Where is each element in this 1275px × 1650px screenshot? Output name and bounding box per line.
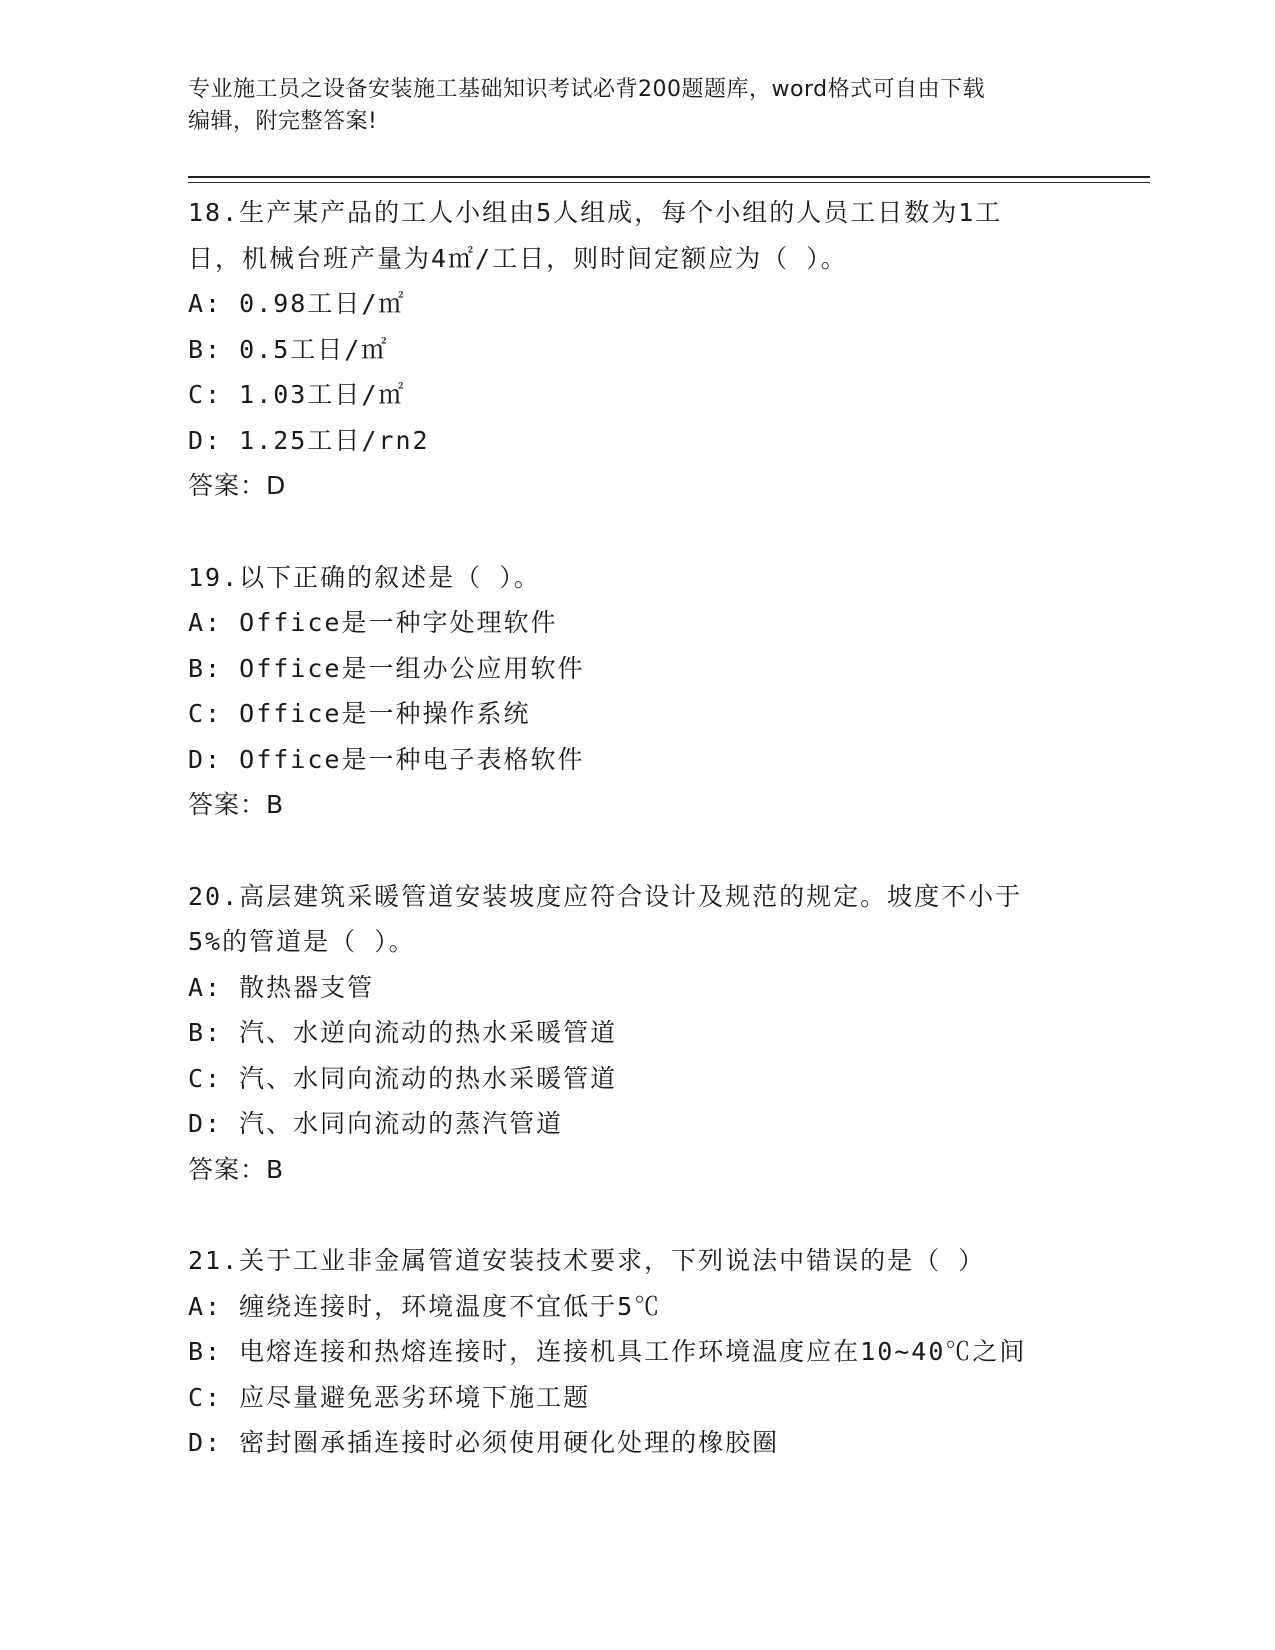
question-stem: 19.以下正确的叙述是（ ）。 (188, 562, 541, 592)
question-stem: 20.高层建筑采暖管道安装坡度应符合设计及规范的规定。坡度不小于 (188, 881, 1023, 911)
option-b: B: 电熔连接和热熔连接时，连接机具工作环境温度应在10~40℃之间 (188, 1337, 1027, 1366)
header-divider-thick (188, 176, 1150, 178)
option-c: C: 应尽量避免恶劣环境下施工题 (188, 1382, 591, 1412)
answer-line: 答案：B (188, 1154, 285, 1184)
question-stem-continued: 日，机械台班产量为4㎡/工日，则时间定额应为（ ）。 (188, 243, 848, 273)
question-stem: 21.关于工业非金属管道安装技术要求，下列说法中错误的是（ ） (188, 1246, 986, 1275)
question-20 (188, 874, 1088, 1193)
question-list (188, 190, 1088, 1512)
question-21 (188, 1238, 1088, 1466)
answer-line: 答案：D (188, 471, 287, 500)
option-a: A: Office是一种字处理软件 (188, 608, 558, 637)
option-c: C: 汽、水同向流动的热水采暖管道 (188, 1063, 618, 1093)
option-c: C: Office是一种操作系统 (188, 699, 531, 728)
question-stem: 18.生产某产品的工人小组由5人组成，每个小组的人员工日数为1工 (188, 198, 1003, 227)
option-a: A: 缠绕连接时，环境温度不宜低于5℃ (188, 1291, 662, 1321)
document-header (188, 74, 1068, 138)
option-d: D: 1.25工日/rn2 (188, 425, 430, 455)
question-19 (188, 555, 1088, 828)
option-b: B: Office是一组办公应用软件 (188, 653, 585, 683)
question-18 (188, 190, 1088, 509)
option-d: D: 汽、水同向流动的蒸汽管道 (188, 1109, 564, 1138)
question-stem-continued: 5%的管道是（ ）。 (188, 927, 416, 956)
header-title-line-2: 编辑，附完整答案! (188, 109, 378, 134)
option-c: C: 1.03工日/㎡ (188, 380, 406, 409)
option-a: A: 0.98工日/㎡ (188, 289, 406, 318)
option-d: D: Office是一种电子表格软件 (188, 744, 585, 774)
header-divider-thin (188, 182, 1150, 183)
answer-line: 答案：B (188, 790, 285, 819)
option-b: B: 0.5工日/㎡ (188, 334, 389, 364)
option-b: B: 汽、水逆向流动的热水采暖管道 (188, 1018, 618, 1047)
option-a: A: 散热器支管 (188, 972, 375, 1002)
option-d: D: 密封圈承插连接时必须使用硬化处理的橡胶圈 (188, 1428, 780, 1457)
header-title-line-1: 专业施工员之设备安装施工基础知识考试必背200题题库，word格式可自由下载 (188, 77, 986, 102)
